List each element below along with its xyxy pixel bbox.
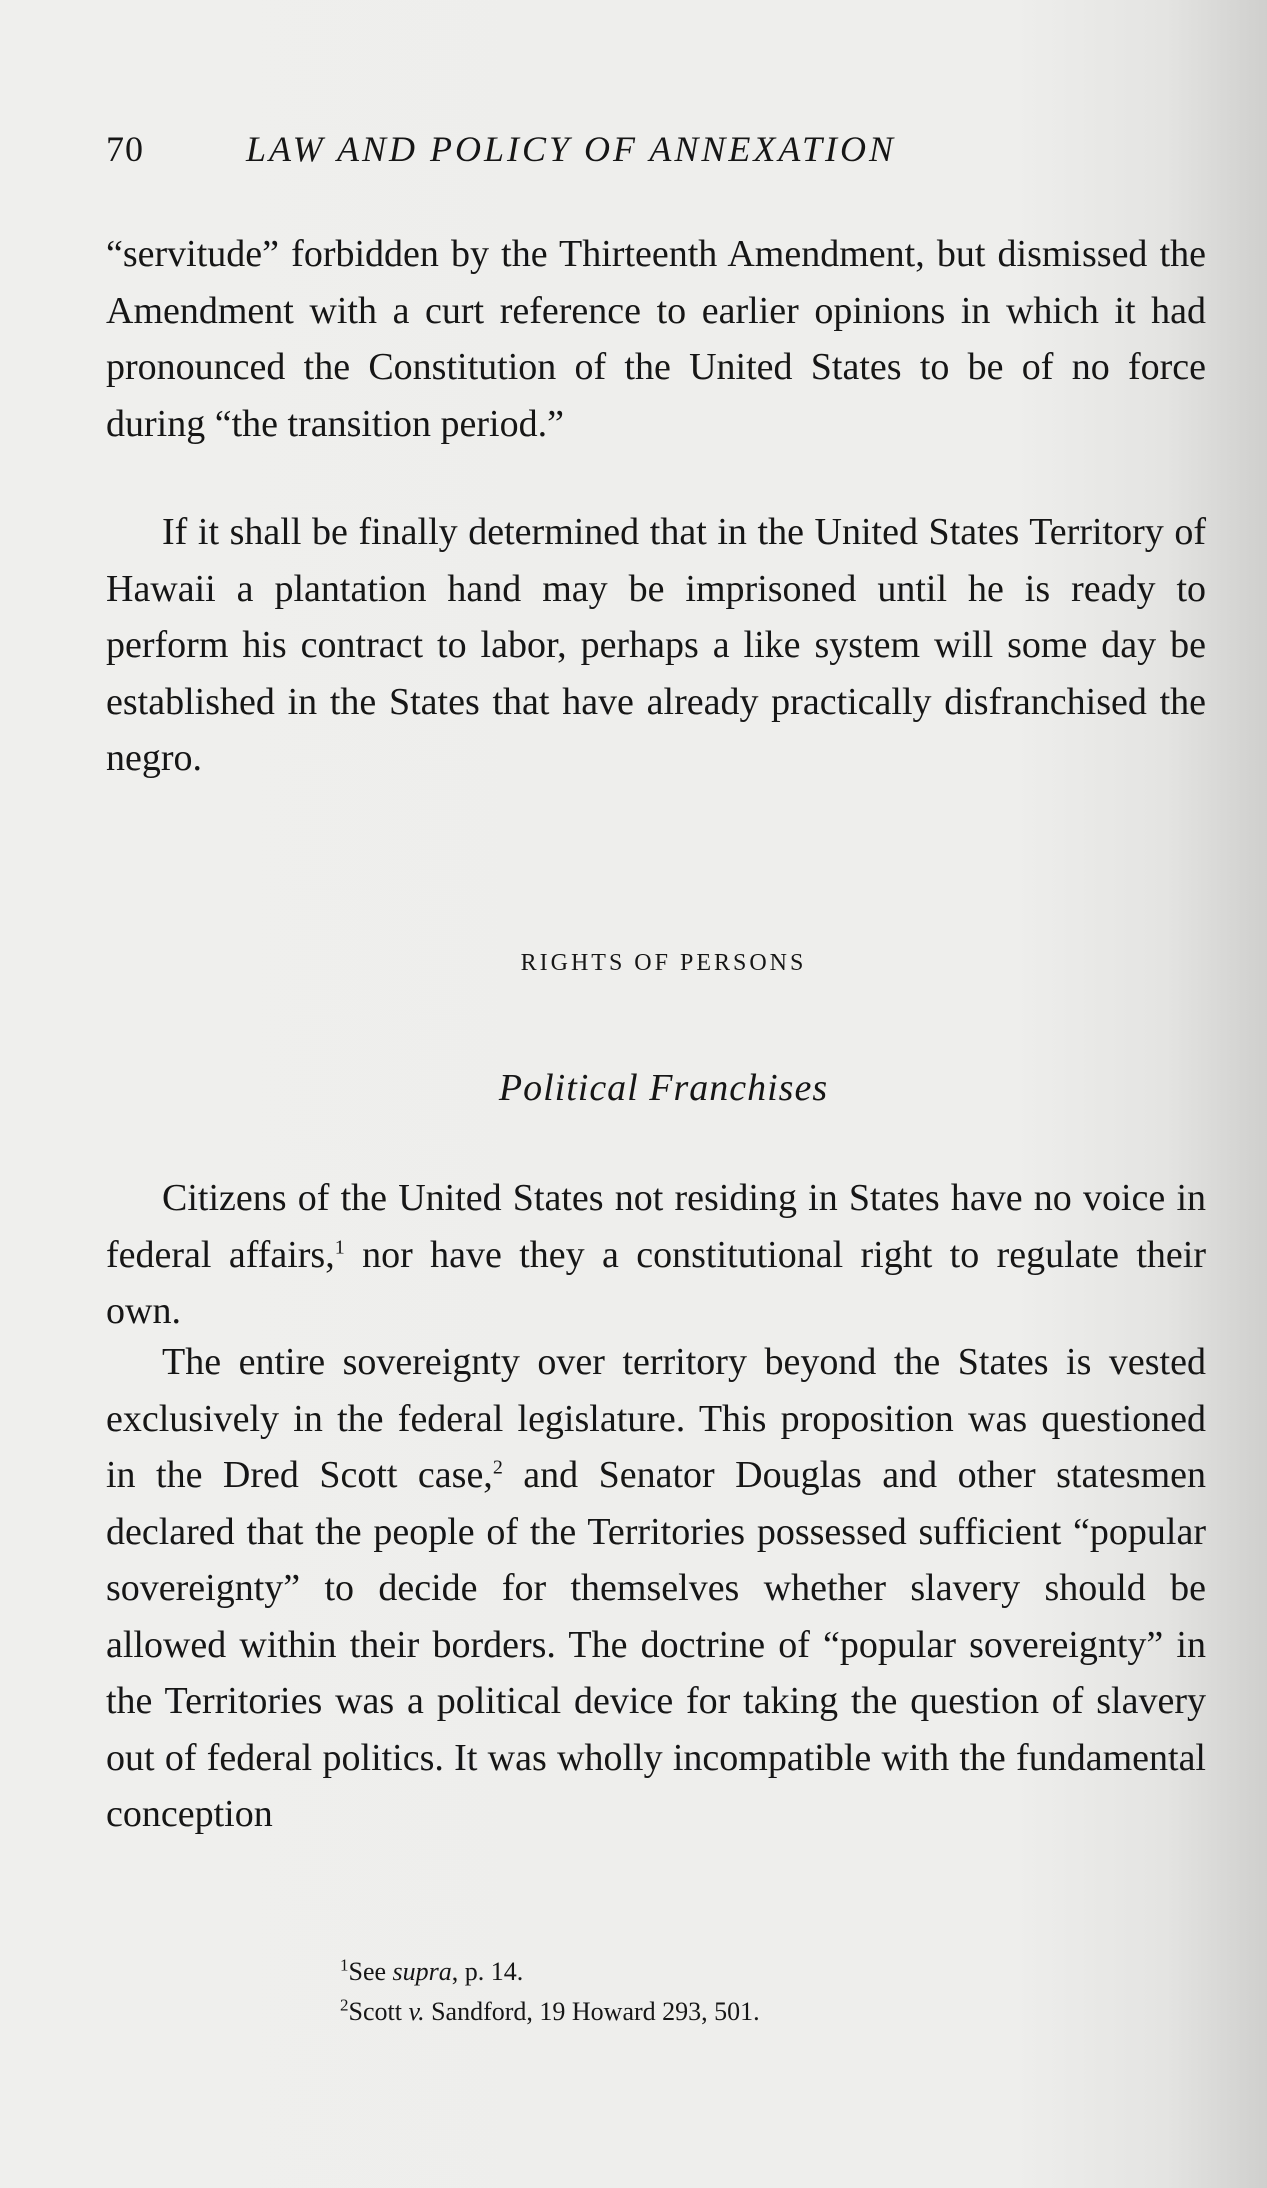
- page-header: [106, 128, 1106, 188]
- footnote-marker: 1: [340, 1955, 349, 1975]
- paragraph-text: nor have they a constitutional right to regulate their own.: [106, 1233, 1206, 1332]
- footnote-reference: 1: [334, 1235, 345, 1258]
- paragraph-sovereignty: [106, 1334, 1206, 1843]
- subheading: Political Franchises: [498, 1067, 829, 1109]
- paragraph-hawaii: If it shall be finally determined that in the United States Territory of Hawaii a plantation hand may be imprisoned until he is ready to perform his contract to labor, perhaps a like system will some day be established in the States that have already practically disfranchised the negro.: [106, 511, 1206, 779]
- page-number: 70: [106, 129, 144, 169]
- footnote-text: Scott: [348, 1997, 409, 2026]
- footnote-marker: 2: [340, 1995, 349, 2015]
- paragraph-citizens: [106, 1170, 1206, 1340]
- footnote-emphasis: supra: [392, 1957, 452, 1986]
- footnote: [340, 1952, 1040, 1992]
- paragraph-text: The entire sovereignty over territory beyond the States is vested exclusively in the federal legislature. This proposition was questioned in the Dred Scott case,: [106, 1341, 1206, 1496]
- footnote-text: , p. 14.: [451, 1957, 524, 1986]
- paragraph-text: Citizens of the United States not residing in States have no voice in federal affairs,: [106, 1177, 1206, 1276]
- footnotes: [340, 1952, 1040, 2032]
- footnote-emphasis: v.: [408, 1997, 425, 2026]
- footnote-text: Sandford, 19 Howard 293, 501.: [424, 1997, 760, 2026]
- running-title: LAW AND POLICY OF ANNEXATION: [246, 129, 897, 169]
- paragraph-continuation: “servitude” forbidden by the Thirteenth Amendment, but dismissed the Amendment with a curt reference to earlier opinions in which it had pronounced the Constitution of the United States to be of no force during “the transition period.”: [106, 233, 1206, 445]
- footnote-reference: 2: [492, 1456, 503, 1479]
- footnote-text: See: [348, 1957, 393, 1986]
- section-heading: RIGHTS OF PERSONS: [520, 950, 807, 976]
- paragraph-text: and Senator Douglas and other statesmen declared that the people of the Territories possessed sufficient “popular sovereignty” to decide for themselves whether slavery should be allowed within their borders. The doctrine of “popular sovereignty” in the Territories was a political device for taking the question of slavery out of federal politics. It was wholly incompatible with the fundamental conception: [106, 1454, 1206, 1835]
- footnote: [340, 1992, 1040, 2032]
